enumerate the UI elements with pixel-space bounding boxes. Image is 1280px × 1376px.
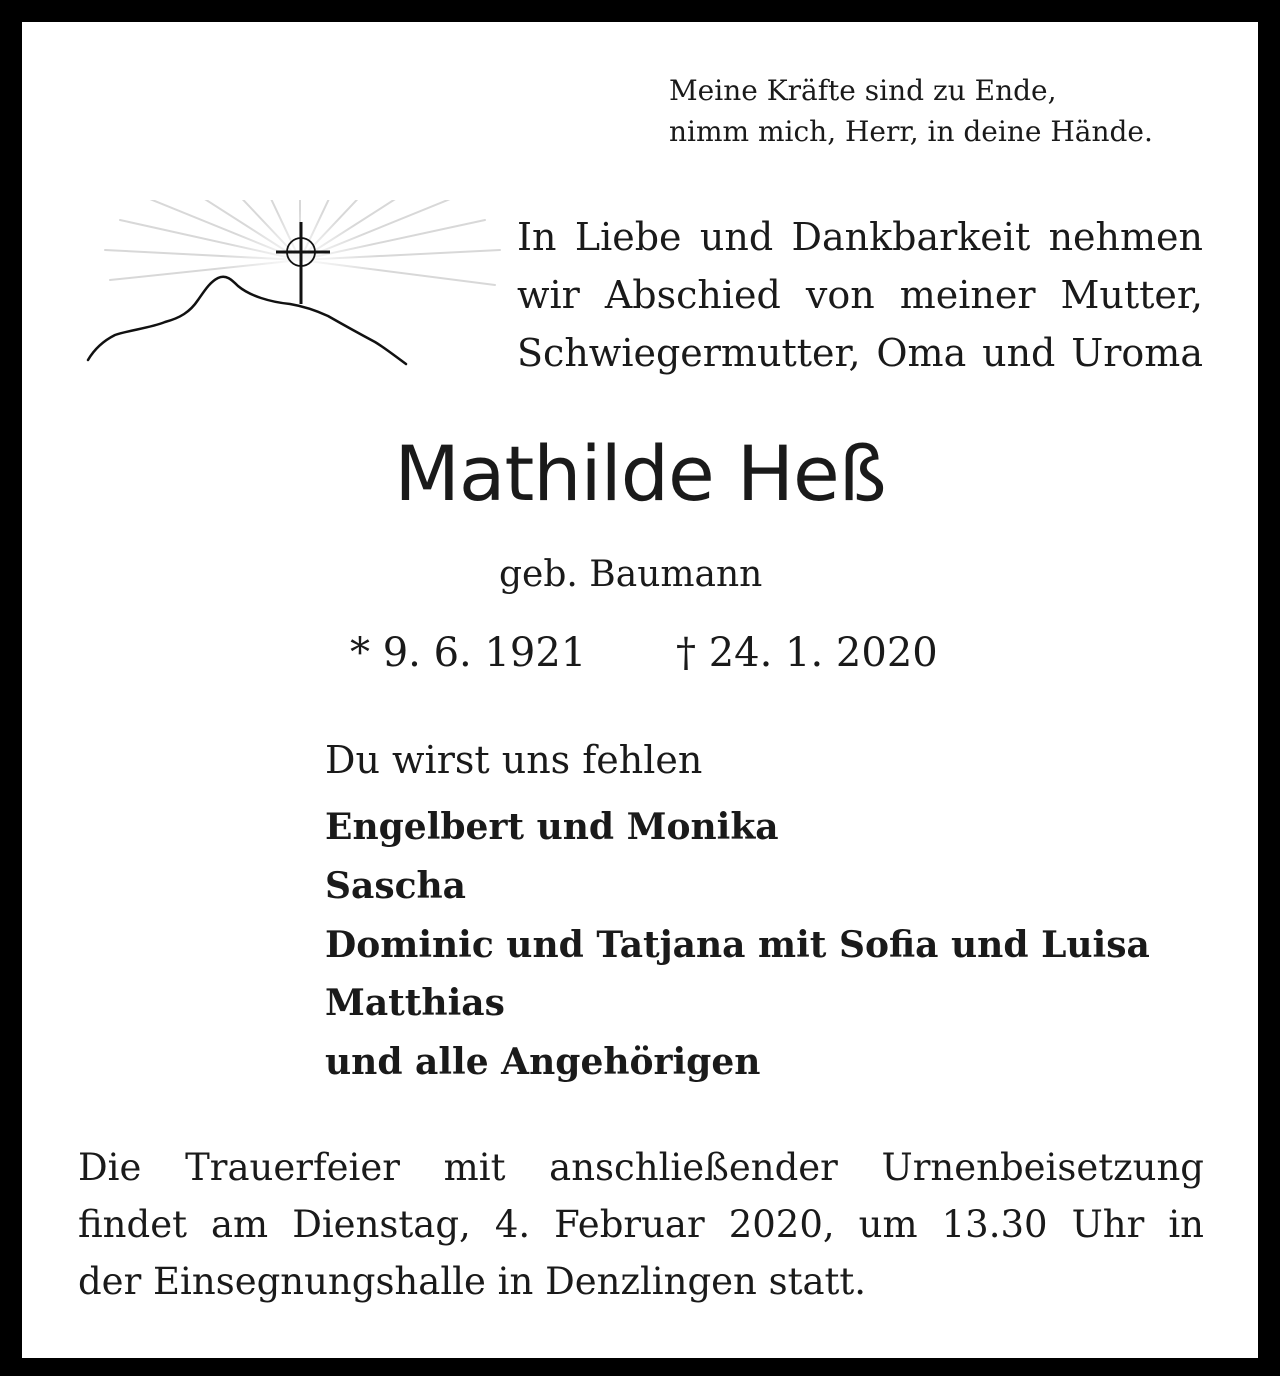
service-notice-line: findet am Dienstag, 4. Februar 2020, um 13.30 Uhr in [78,1203,1204,1246]
maiden-name: geb. Baumann [499,554,763,595]
service-notice-line: der Einsegnungshalle in Denzlingen statt. [78,1260,867,1303]
service-notice-line: Die Trauerfeier mit anschließender Urnenbeisetzung [78,1146,1204,1189]
mourner-line: und alle Angehörigen [325,1041,761,1083]
mourner-line: Dominic und Tatjana mit Sofia und Luisa [325,924,1150,966]
mourner-line: Sascha [325,865,467,907]
death-date: † 24. 1. 2020 [676,630,938,676]
farewell-text: Du wirst uns fehlen [325,738,703,782]
intro-line: wir Abschied von meiner Mutter, [517,273,1203,317]
mourner-line: Matthias [325,982,505,1024]
mountain-cross-icon [80,200,510,380]
deceased-name: Mathilde Heß [394,429,886,518]
motto-line: nimm mich, Herr, in deine Hände. [669,115,1153,148]
intro-line: Schwiegermutter, Oma und Uroma [517,331,1203,375]
motto-line: Meine Kräfte sind zu Ende, [669,74,1057,107]
intro-line: In Liebe und Dankbarkeit nehmen [517,215,1203,259]
birth-date: * 9. 6. 1921 [350,630,587,676]
mourner-line: Engelbert und Monika [325,806,779,848]
